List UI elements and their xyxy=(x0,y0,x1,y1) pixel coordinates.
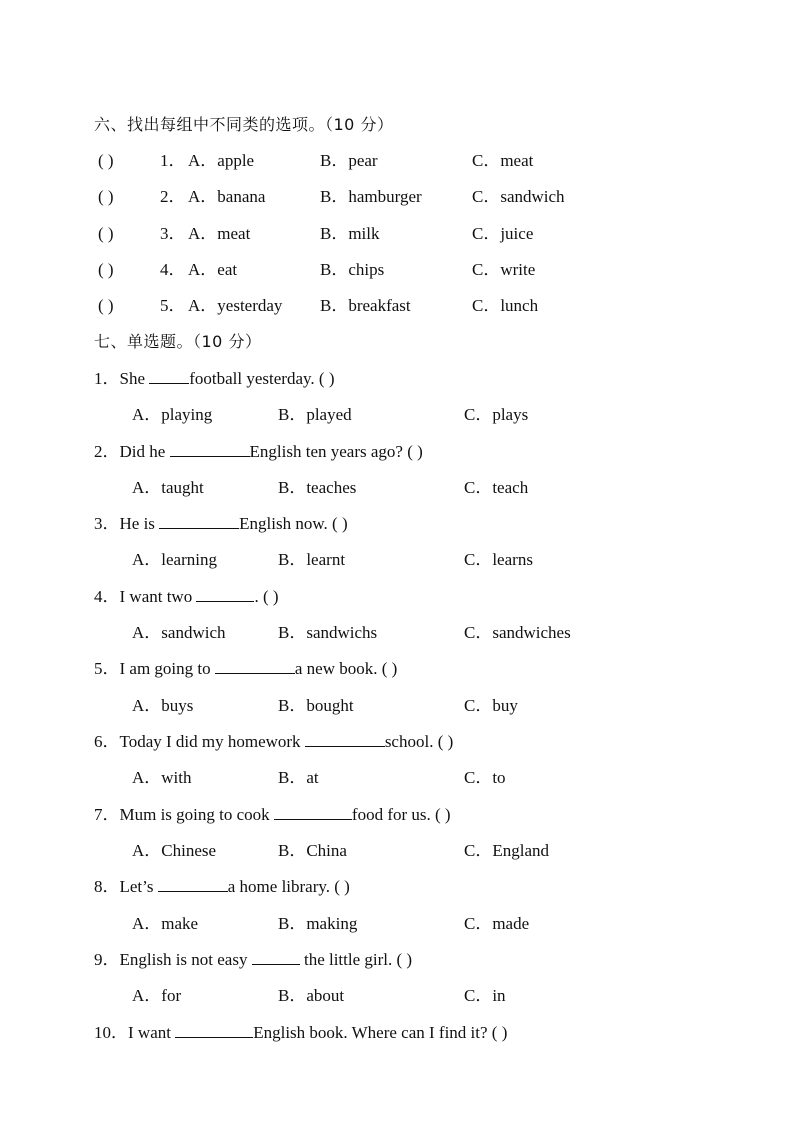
question-stem xyxy=(94,948,412,972)
option-c: C．buy xyxy=(464,696,518,715)
answer-blank[interactable] xyxy=(215,657,295,674)
option-c: C．made xyxy=(464,914,530,933)
option-b: B．teaches xyxy=(278,478,357,497)
option-c: C．meat xyxy=(472,151,534,170)
option-a: A．banana xyxy=(188,187,266,206)
item-number: 2． xyxy=(160,187,186,206)
question-stem xyxy=(94,585,279,609)
option-b: B．bought xyxy=(278,696,354,715)
item-number: 4． xyxy=(160,260,186,279)
option-b: B．pear xyxy=(320,151,378,170)
question-text: English ten years ago? ( ) xyxy=(249,442,423,461)
option-b: B．sandwichs xyxy=(278,623,378,642)
question-options xyxy=(94,766,614,790)
answer-paren[interactable]: ( ) xyxy=(98,187,114,206)
question-stem xyxy=(94,1021,507,1045)
question-text: football yesterday. ( ) xyxy=(189,369,335,388)
item-number: 3． xyxy=(160,224,186,243)
option-b: B．breakfast xyxy=(320,296,411,315)
question-text: 1．She xyxy=(94,369,150,388)
option-a: A．apple xyxy=(188,151,255,170)
option-c: C．lunch xyxy=(472,296,539,315)
answer-blank[interactable] xyxy=(305,730,385,747)
question-text: 8．Let’s xyxy=(94,877,158,896)
question-text: 9．English is not easy xyxy=(94,950,252,969)
option-a: A．make xyxy=(132,914,199,933)
question-stem xyxy=(94,657,397,681)
answer-blank[interactable] xyxy=(149,367,189,384)
answer-blank[interactable] xyxy=(252,948,300,965)
answer-blank[interactable] xyxy=(175,1021,253,1038)
answer-blank[interactable] xyxy=(158,875,228,892)
question-text: 7．Mum is going to cook xyxy=(94,805,274,824)
answer-blank[interactable] xyxy=(159,512,239,529)
question-text: school. ( ) xyxy=(384,732,454,751)
option-a: A．meat xyxy=(188,224,251,243)
question-text: 5．I am going to xyxy=(94,659,215,678)
answer-paren[interactable]: ( ) xyxy=(98,151,114,170)
question-stem xyxy=(94,803,451,827)
question-options xyxy=(94,548,614,572)
option-b: B．China xyxy=(278,841,347,860)
question-text: 3．He is xyxy=(94,514,160,533)
section-7-title: 七、单选题。（10 分） xyxy=(94,332,262,351)
classify-item xyxy=(94,185,654,209)
item-number: 1． xyxy=(160,151,186,170)
answer-blank[interactable] xyxy=(274,803,352,820)
option-b: B．milk xyxy=(320,224,380,243)
option-a: A．for xyxy=(132,986,182,1005)
question-text: food for us. ( ) xyxy=(351,805,451,824)
answer-paren[interactable]: ( ) xyxy=(98,224,114,243)
option-c: C．in xyxy=(464,986,506,1005)
question-options xyxy=(94,621,614,645)
option-a: A．taught xyxy=(132,478,204,497)
option-c: C．juice xyxy=(472,224,534,243)
question-text: a new book. ( ) xyxy=(294,659,398,678)
answer-blank[interactable] xyxy=(196,585,254,602)
option-a: A．yesterday xyxy=(188,296,283,315)
option-b: B．at xyxy=(278,768,319,787)
question-stem xyxy=(94,875,350,899)
option-a: A．playing xyxy=(132,405,213,424)
classify-item xyxy=(94,149,654,173)
question-text: the little girl. ( ) xyxy=(299,950,413,969)
option-c: C．to xyxy=(464,768,506,787)
question-options xyxy=(94,476,614,500)
question-stem xyxy=(94,730,453,754)
question-text: . ( ) xyxy=(254,587,279,606)
question-text: 4．I want two xyxy=(94,587,197,606)
option-b: B．played xyxy=(278,405,352,424)
classify-item xyxy=(94,222,654,246)
question-stem xyxy=(94,512,348,536)
option-a: A．with xyxy=(132,768,192,787)
classify-item xyxy=(94,258,654,282)
question-stem xyxy=(94,367,334,391)
option-a: A．Chinese xyxy=(132,841,217,860)
option-c: C．learns xyxy=(464,550,533,569)
option-c: C．teach xyxy=(464,478,529,497)
answer-paren[interactable]: ( ) xyxy=(98,296,114,315)
question-text: 10．I want xyxy=(94,1023,176,1042)
question-options xyxy=(94,984,614,1008)
option-b: B．hamburger xyxy=(320,187,422,206)
option-c: C．England xyxy=(464,841,549,860)
option-c: C．plays xyxy=(464,405,529,424)
option-a: A．learning xyxy=(132,550,217,569)
option-a: A．buys xyxy=(132,696,194,715)
option-b: B．chips xyxy=(320,260,385,279)
option-b: B．making xyxy=(278,914,358,933)
option-b: B．about xyxy=(278,986,345,1005)
option-c: C．sandwiches xyxy=(464,623,571,642)
question-options xyxy=(94,403,614,427)
question-text: a home library. ( ) xyxy=(227,877,350,896)
option-a: A．eat xyxy=(188,260,238,279)
question-text: 6．Today I did my homework xyxy=(94,732,305,751)
question-text: 2．Did he xyxy=(94,442,170,461)
section-6-title: 六、找出每组中不同类的选项。（10 分） xyxy=(94,115,394,134)
option-c: C．sandwich xyxy=(472,187,565,206)
option-b: B．learnt xyxy=(278,550,346,569)
question-options xyxy=(94,839,614,863)
answer-paren[interactable]: ( ) xyxy=(98,260,114,279)
question-options xyxy=(94,694,614,718)
question-stem xyxy=(94,440,423,464)
question-options xyxy=(94,912,614,936)
question-text: English now. ( ) xyxy=(239,514,348,533)
item-number: 5． xyxy=(160,296,186,315)
option-a: A．sandwich xyxy=(132,623,226,642)
question-text: English book. Where can I find it? ( ) xyxy=(253,1023,508,1042)
option-c: C．write xyxy=(472,260,536,279)
classify-item xyxy=(94,294,654,318)
answer-blank[interactable] xyxy=(170,440,250,457)
